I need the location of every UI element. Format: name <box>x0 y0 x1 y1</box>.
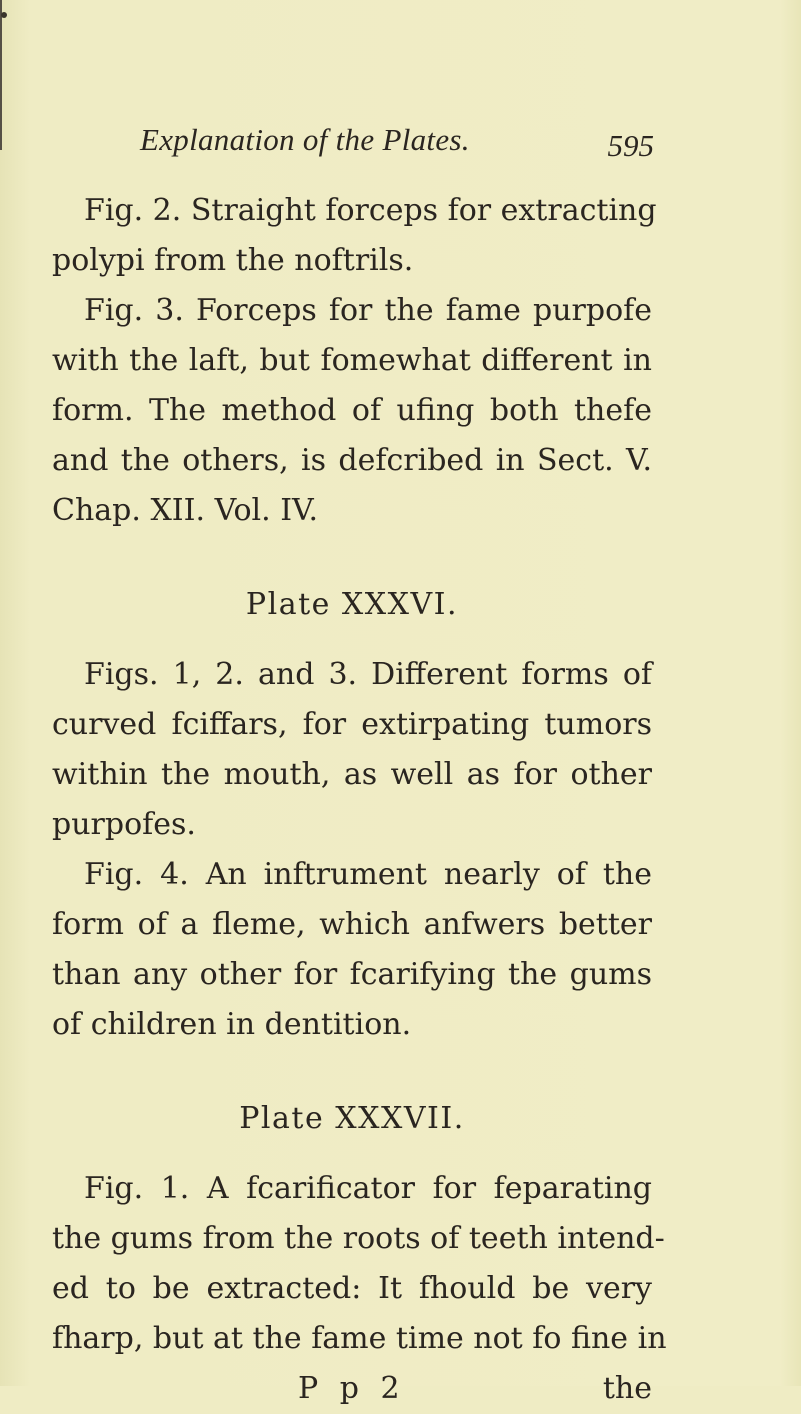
page-number: 595 <box>607 128 654 163</box>
text-line: Fig. 3. Forceps for the fame purpofe <box>84 293 652 328</box>
text-line: ed to be extracted: It fhould be very <box>52 1271 652 1306</box>
page-footer <box>52 1364 652 1414</box>
text-line: purpofes. <box>52 807 196 842</box>
text-line: within the mouth, as well as for other <box>52 757 652 792</box>
plate-heading: Plate XXXVI. <box>245 587 459 622</box>
text-line: form of a fleme, which anfwers better <box>52 907 652 942</box>
signature-mark: P p 2 <box>298 1371 406 1406</box>
text-line: curved fciffars, for extirpating tumors <box>52 707 652 742</box>
text-line: Fig. 1. A fcarificator for feparating <box>84 1171 652 1206</box>
text-line: fharp, but at the fame time not fo fine in <box>52 1321 667 1356</box>
page-edge-shadow <box>0 0 2 150</box>
text-line: and the others, is defcribed in Sect. V. <box>52 443 652 478</box>
text-line: polypi from the noftrils. <box>52 243 414 278</box>
text-line: form. The method of ufing both thefe <box>52 393 652 428</box>
body-text <box>52 186 667 1414</box>
binding-mark <box>1 12 7 18</box>
running-head <box>140 122 660 166</box>
running-head-title: Explanation of the Plates. <box>140 122 470 157</box>
text-line: Chap. XII. Vol. IV. <box>52 493 319 528</box>
plate-heading: Plate XXXVII. <box>239 1101 465 1136</box>
text-line: Fig. 2. Straight forceps for extracting <box>84 193 657 228</box>
text-line: Figs. 1, 2. and 3. Different forms of <box>84 657 652 692</box>
text-line: with the laft, but fomewhat different in <box>52 343 652 378</box>
catchword: the <box>602 1371 652 1406</box>
text-line: Fig. 4. An inftrument nearly of the <box>84 857 652 892</box>
text-line: than any other for fcarifying the gums <box>52 957 652 992</box>
text-line: the gums from the roots of teeth intend- <box>52 1221 665 1256</box>
text-line: of children in dentition. <box>52 1007 412 1042</box>
